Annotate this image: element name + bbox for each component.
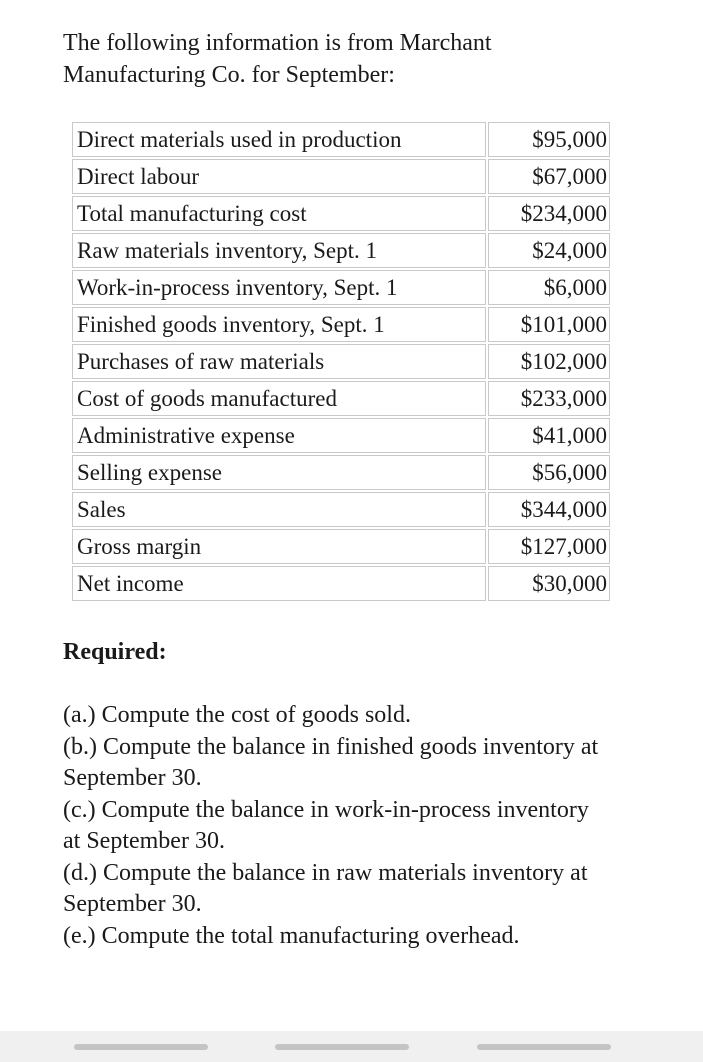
- question-line: September 30.: [63, 765, 202, 791]
- row-label: Selling expense: [72, 455, 486, 490]
- row-label: Net income: [72, 566, 486, 601]
- table-row: [72, 307, 610, 342]
- row-value: $56,000: [488, 455, 610, 490]
- table-row: [72, 381, 610, 416]
- question-line: September 30.: [63, 891, 202, 917]
- intro-line-1: The following information is from Marchant: [63, 30, 492, 56]
- row-label: Finished goods inventory, Sept. 1: [72, 307, 486, 342]
- row-label: Direct labour: [72, 159, 486, 194]
- row-value: $95,000: [488, 122, 610, 157]
- row-value: $24,000: [488, 233, 610, 268]
- intro-line-2: Manufacturing Co. for September:: [63, 62, 395, 88]
- required-heading: Required:: [63, 639, 167, 665]
- row-label: Sales: [72, 492, 486, 527]
- row-value: $67,000: [488, 159, 610, 194]
- question-line: (d.) Compute the balance in raw materials inventory at: [63, 859, 588, 886]
- row-value: $30,000: [488, 566, 610, 601]
- table-row: [72, 529, 610, 564]
- financial-data-table: [70, 120, 612, 603]
- intro-text: [63, 27, 623, 91]
- table-row: [72, 270, 610, 305]
- row-value: $101,000: [488, 307, 610, 342]
- row-label: Gross margin: [72, 529, 486, 564]
- row-label: Raw materials inventory, Sept. 1: [72, 233, 486, 268]
- row-label: Purchases of raw materials: [72, 344, 486, 379]
- row-value: $234,000: [488, 196, 610, 231]
- nav-pill-right[interactable]: [477, 1044, 611, 1050]
- bottom-navigation-bar: [0, 1031, 703, 1062]
- row-value: $6,000: [488, 270, 610, 305]
- question-line: (a.) Compute the cost of goods sold.: [63, 702, 411, 728]
- table-row: [72, 566, 610, 601]
- table-row: [72, 418, 610, 453]
- row-label: Administrative expense: [72, 418, 486, 453]
- required-questions: [63, 700, 633, 952]
- table-row: [72, 196, 610, 231]
- row-label: Cost of goods manufactured: [72, 381, 486, 416]
- row-value: $344,000: [488, 492, 610, 527]
- question-line: (e.) Compute the total manufacturing overhead.: [63, 922, 520, 949]
- table-row: [72, 455, 610, 490]
- table-row: [72, 344, 610, 379]
- row-label: Direct materials used in production: [72, 122, 486, 157]
- row-value: $233,000: [488, 381, 610, 416]
- row-label: Total manufacturing cost: [72, 196, 486, 231]
- question-line: (b.) Compute the balance in finished goods inventory at: [63, 733, 599, 760]
- table-row: [72, 122, 610, 157]
- row-value: $127,000: [488, 529, 610, 564]
- table-row: [72, 159, 610, 194]
- row-value: $41,000: [488, 418, 610, 453]
- question-line: at September 30.: [63, 828, 225, 854]
- table-row: [72, 492, 610, 527]
- row-label: Work-in-process inventory, Sept. 1: [72, 270, 486, 305]
- table-row: [72, 233, 610, 268]
- row-value: $102,000: [488, 344, 610, 379]
- question-line: (c.) Compute the balance in work-in-process inventory: [63, 796, 589, 823]
- nav-pill-center[interactable]: [275, 1044, 409, 1050]
- nav-pill-left[interactable]: [74, 1044, 208, 1050]
